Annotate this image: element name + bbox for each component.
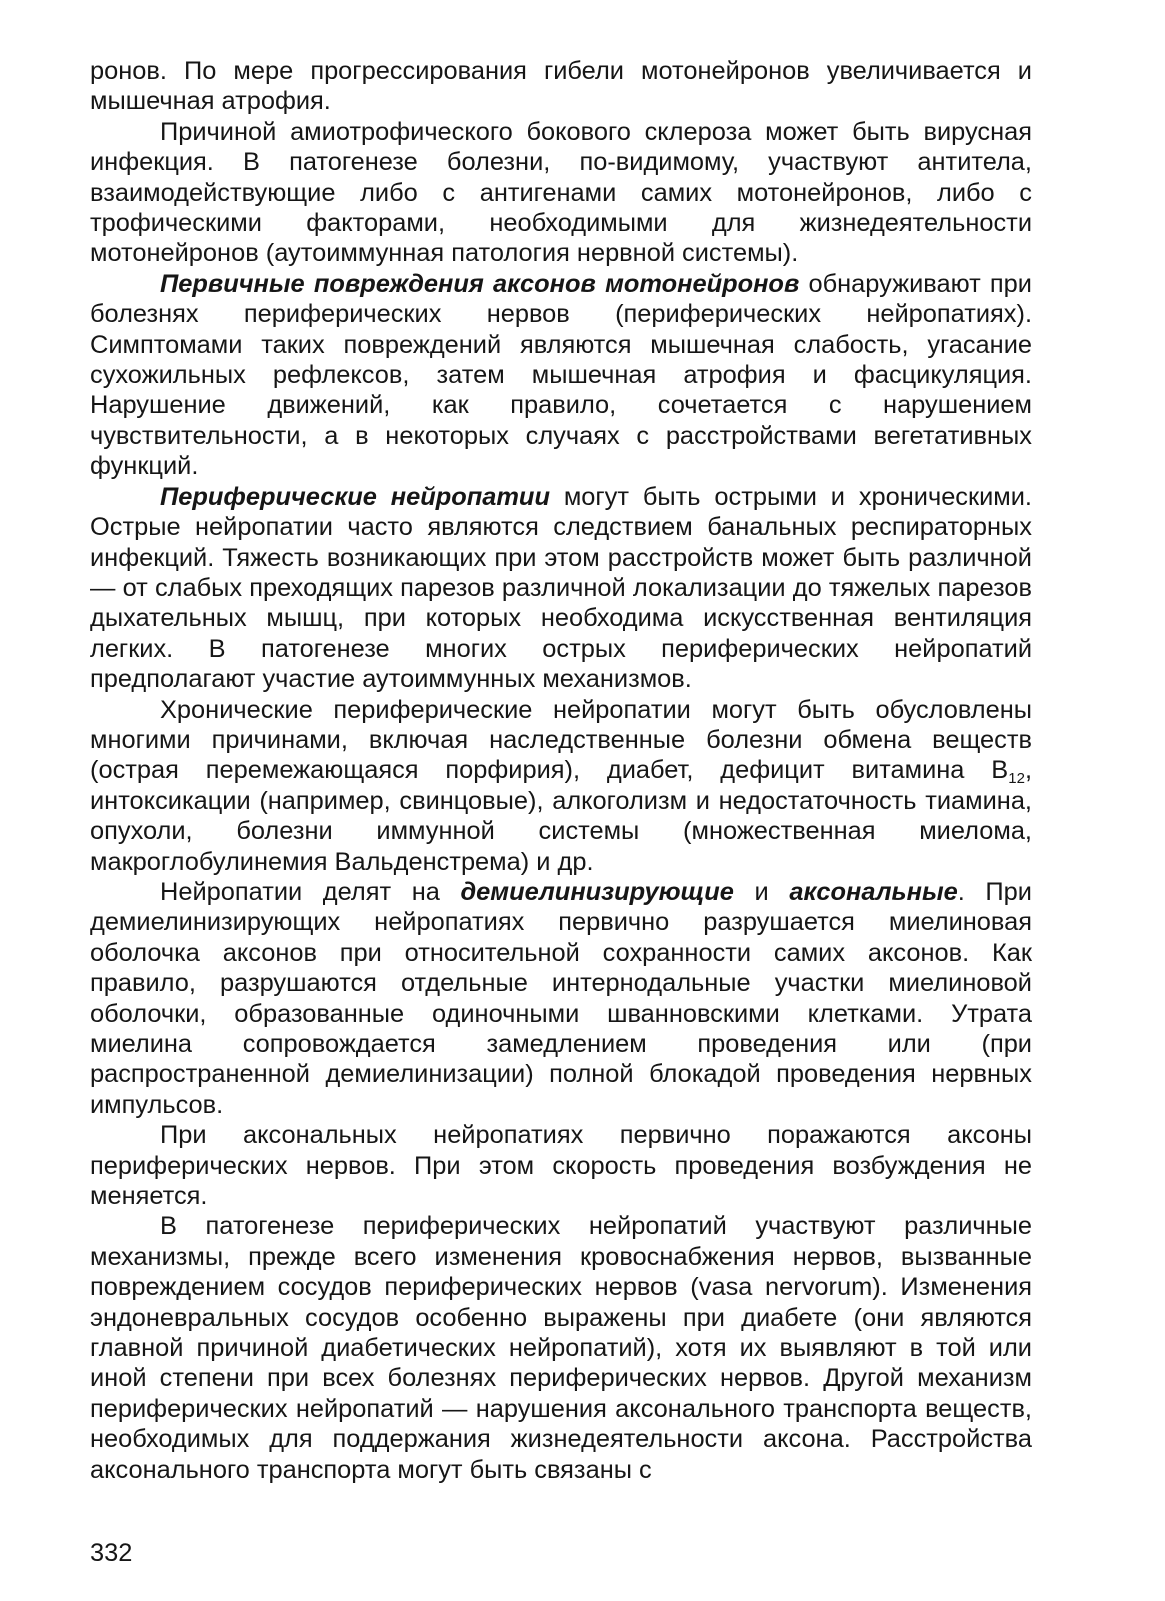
vitamin-subscript: 12 <box>1008 770 1025 788</box>
paragraph-4: Периферические нейропатии могут быть острыми и хроническими. Острые нейропатии часто являются следствием банальных респираторных инфекций. Тяжесть возникающих при этом расстройств может быть различной — от слабых преходящих парезов различной локализации до тяжелых парезов дыхательных мышц, при которых необходима искусственная вентиляция легких. В патогенезе многих острых периферических нейропатий предполагают участие аутоиммунных механизмов. <box>90 482 1032 694</box>
term-primary-axon-damage: Первичные повреждения аксонов мотонейронов <box>160 269 800 298</box>
term-demyelinating: демиелинизирующие <box>460 877 734 906</box>
term-peripheral-neuropathies: Периферические нейропатии <box>160 482 550 511</box>
paragraph-5: Хронические периферические нейропатии могут быть обусловлены многими причинами, включая наследственные болезни обмена веществ (острая перемежающаяся порфирия), диабет, дефицит витамина $В_{12}$, интоксикации (например, свинцовые), алкоголизм и недостаточность тиамина, опухоли, болезни иммунной системы (множественная миелома, макроглобулинемия Вальденстрема) и др. <box>90 695 1032 876</box>
paragraph-1: ронов. По мере прогрессирования гибели мотонейронов увеличивается и мышечная атрофия. <box>90 57 1032 116</box>
paragraph-6: Нейропатии делят на демиелинизирующие и аксональные. При демиелинизирующих нейропатиях первично разрушается миелиновая оболочка аксонов при относительной сохранности самих аксонов. Как правило, разрушаются отдельные интернодальные участки миелиновой оболочки, образованные одиночными шванновскими клетками. Утрата миелина сопровождается замедлением проведения или (при распространенной демиелинизации) полной блокадой проведения нервных импульсов. <box>90 877 1032 1119</box>
paragraph-3: Первичные повреждения аксонов мотонейронов обнаруживают при болезнях периферических нервов (периферических нейропатиях). Симптомами таких повреждений являются мышечная слабость, угасание сухожильных рефлексов, затем мышечная атрофия и фасцикуляция. Нарушение движений, как правило, сочетается с нарушением чувствительности, а в некоторых случаях с расстройствами вегетативных функций. <box>90 269 1032 481</box>
term-axonal: аксональные <box>789 877 958 906</box>
paragraph-8: В патогенезе периферических нейропатий участвуют различные механизмы, прежде всего изменения кровоснабжения нервов, вызванные повреждением сосудов периферических нервов (vasa nervorum). Изменения эндоневральных сосудов особенно выражены при диабете (они являются главной причиной диабетических нейропатий), хотя их выявляют в той или иной степени при всех болезнях периферических нервов. Другой механизм периферических нейропатий — нарушения аксонального транспорта веществ, необходимых для поддержания жизнедеятельности аксона. Расстройства аксонального транспорта могут быть связаны с <box>90 1212 1032 1484</box>
page-number: 332 <box>90 1539 133 1567</box>
paragraph-7: При аксональных нейропатиях первично поражаются аксоны периферических нервов. При этом скорость проведения возбуждения не меняется. <box>90 1121 1032 1211</box>
paragraph-2: Причиной амиотрофического бокового склероза может быть вирусная инфекция. В патогенезе болезни, по-видимому, участвуют антитела, взаимодействующие либо с антигенами самих мотонейронов, либо с трофическими факторами, необходимыми для жизнедеятельности мотонейронов (аутоиммунная патология нервной системы). <box>90 117 1032 268</box>
document-body <box>90 56 1032 1485</box>
